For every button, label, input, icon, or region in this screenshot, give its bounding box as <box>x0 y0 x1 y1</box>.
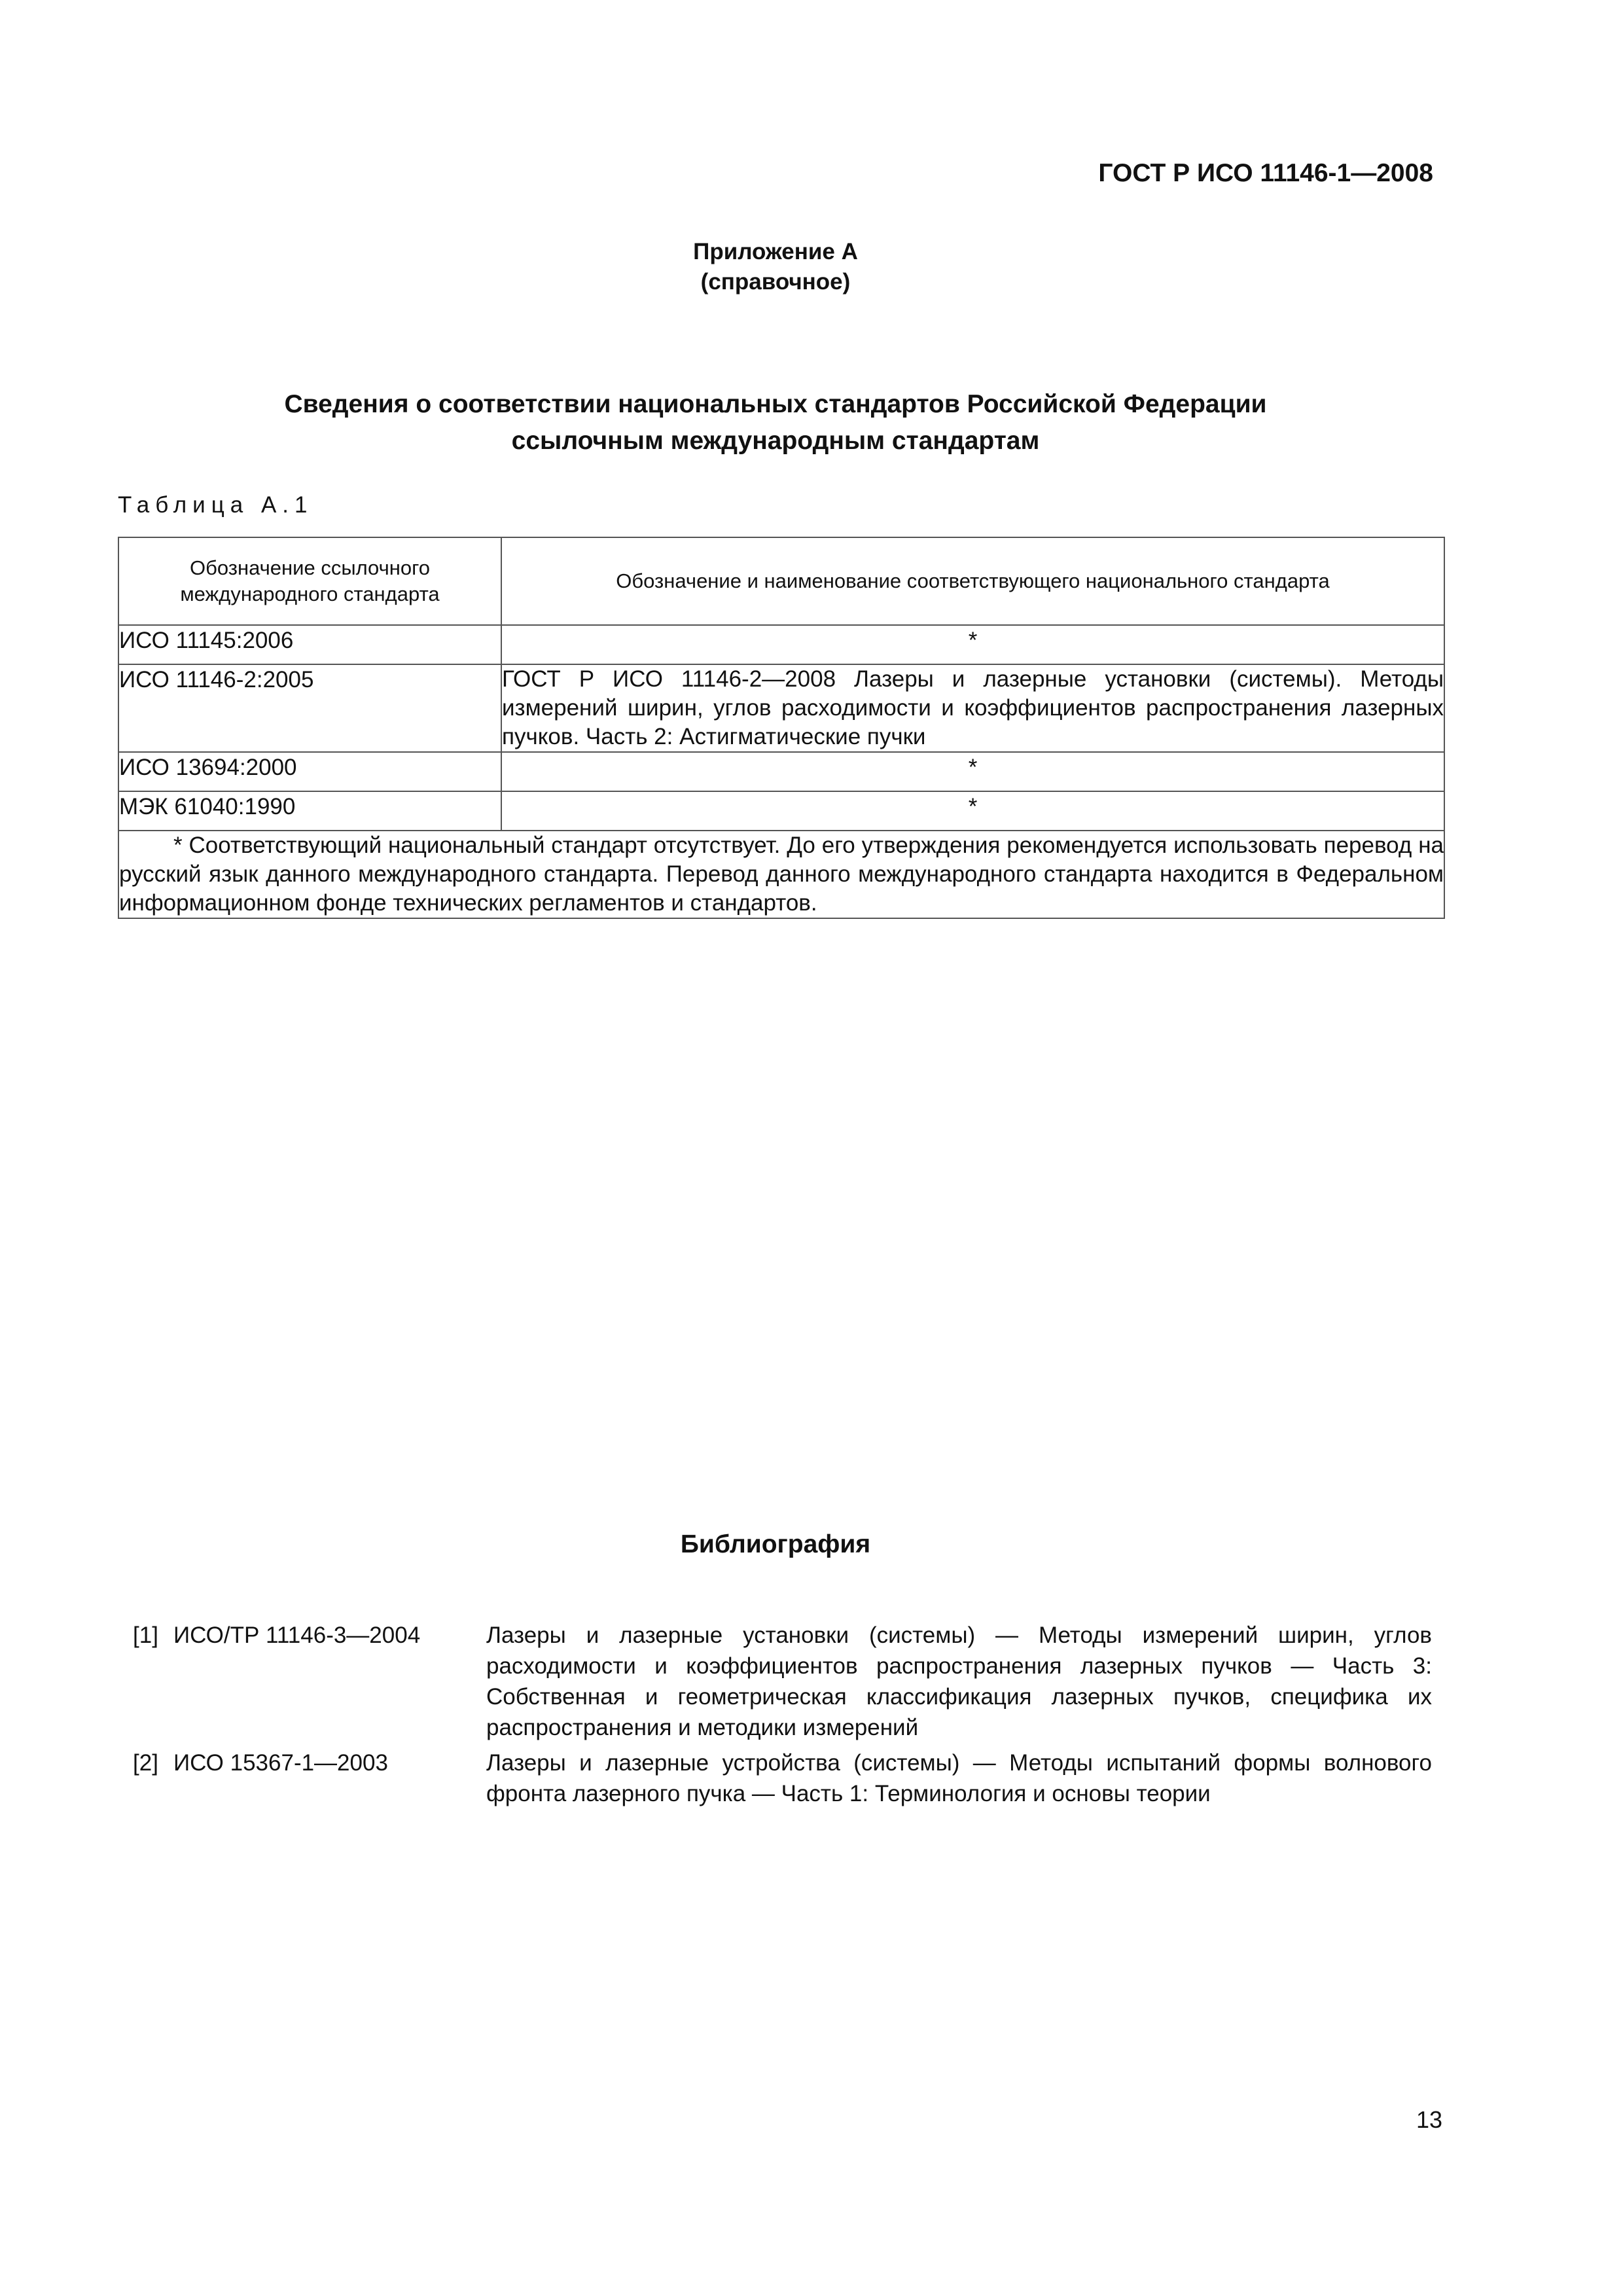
document-code: ГОСТ Р ИСО 11146-1—2008 <box>1098 159 1433 187</box>
international-code: ИСО 11146-2:2005 <box>118 664 501 752</box>
bibliography-title: Библиография <box>680 1530 871 1558</box>
table-row <box>118 664 1444 752</box>
bibliography-item-text: Лазеры и лазерные устройства (системы) — Методы испытаний формы волнового фронта лазерного пучка — Часть 1: Терминология и основы теории <box>486 1750 1432 1806</box>
table-row <box>118 791 1444 831</box>
international-code: ИСО 11145:2006 <box>118 625 501 664</box>
bibliography-item-text: Лазеры и лазерные установки (системы) — Методы измерений ширин, углов расходимости и коэффициентов распространения лазерных пучков — Часть 3: Собственная и геометрическая классификация лазерных пучков, специфика их распространения и методики измерений <box>486 1623 1432 1740</box>
table-header-row <box>118 537 1444 625</box>
table-footnote: * Соответствующий национальный стандарт отсутствует. До его утверждения рекомендуется использовать перевод на русский язык данного международного стандарта. Перевод данного международного стандарта находится в Федеральном информационном фонде технических регламентов и стандартов. <box>118 831 1444 918</box>
appendix-label: Приложение А <box>693 239 858 264</box>
column-header-national: Обозначение и наименование соответствующего национального стандарта <box>501 537 1444 625</box>
national-standard: * <box>501 752 1444 791</box>
section-title-line-2: ссылочным международным стандартам <box>511 427 1040 455</box>
appendix-heading <box>0 237 1551 297</box>
national-standard: * <box>501 625 1444 664</box>
table-row <box>118 625 1444 664</box>
bibliography-item <box>133 1620 1432 1744</box>
bibliography-item-code: ИСО/ТР 11146-3—2004 <box>173 1623 421 1648</box>
bibliography-item-number: [2] <box>133 1750 158 1776</box>
table-footnote-row <box>118 831 1444 918</box>
correspondence-table <box>118 537 1445 919</box>
bibliography-item-number: [1] <box>133 1623 158 1648</box>
section-title-line-1: Сведения о соответствии национальных стандартов Российской Федерации <box>284 390 1267 418</box>
bibliography-item <box>133 1748 1432 1813</box>
table-caption: Таблица А.1 <box>118 492 313 518</box>
appendix-type: (справочное) <box>700 269 851 295</box>
international-code: ИСО 13694:2000 <box>118 752 501 791</box>
page-number: 13 <box>1416 2106 1442 2133</box>
section-title <box>0 386 1551 459</box>
national-standard: ГОСТ Р ИСО 11146-2—2008 Лазеры и лазерные установки (системы). Методы измерений ширин, углов расходимости и коэффициентов распространения лазерных пучков. Часть 2: Астигматические пучки <box>501 664 1444 752</box>
national-standard: * <box>501 791 1444 831</box>
bibliography-item-code: ИСО 15367-1—2003 <box>173 1750 388 1776</box>
table-row <box>118 752 1444 791</box>
international-code: МЭК 61040:1990 <box>118 791 501 831</box>
column-header-international <box>118 537 501 625</box>
column-header-international-text: Обозначение ссылочного международного стандарта <box>180 556 440 605</box>
